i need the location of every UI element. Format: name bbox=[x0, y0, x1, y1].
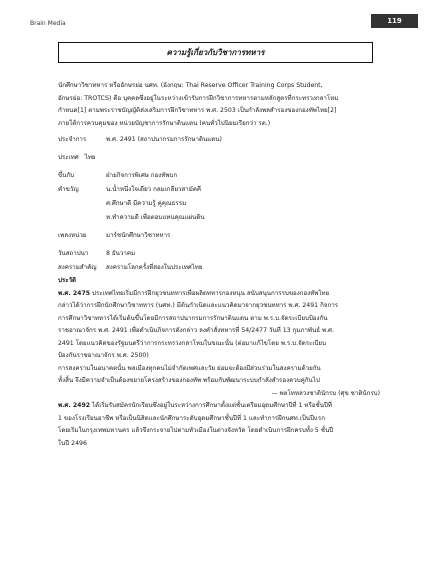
history-line: ประเทศไทยเริ่มมีการฝึกยุวชนทหารเพื่อผลิตทหารกองหนุน สนับสนุนการรบของกองทัพไทย bbox=[90, 289, 330, 297]
info-label: ประจำการ bbox=[58, 135, 87, 143]
history-line: โดยเริ่มในกรุงเทพมหานคร แล้วจึงกระจายไปตามหัวเมืองในต่างจังหวัด โดยดำเนินการฝึกครบทั้ง 5 ชั้นปี bbox=[58, 427, 334, 434]
history-line: กล่าวได้ว่าการฝึกนักศึกษาวิชาทหาร (นศท.) มีต้นกำเนิดและแนวคิดมาจากยุวชนทหาร พ.ศ. 2491 กิจการ bbox=[58, 302, 339, 309]
motto-line: ท.ทำความดี เพื่อตอบแทนคุณแผ่นดิน bbox=[106, 213, 205, 221]
intro-line: ภายใต้การควบคุมของ หน่วยบัญชาการรักษาดินแดน (คนทั่วไปนิยมเรียกว่า รด.) bbox=[58, 119, 271, 127]
info-branch bbox=[58, 169, 380, 183]
intro-line: กำหนด[1] ตามพระราชบัญญัติส่งเสริมการฝึกวิชาทหาร พ.ศ. 2503 เป็นกำลังพลสำรองของกองทัพไทย[2] bbox=[58, 107, 337, 114]
quote-attribution: — พลโทหลวงชาตินักรบ (ศุข ชาตินักรบ) bbox=[271, 389, 380, 397]
history-heading: ประวัติ bbox=[58, 277, 77, 284]
history-line: ได้เริ่มรับสมัครนักเรียนซึ่งอยู่ในระหว่างการศึกษาตั้งแต่ชั้นเตรียมอุดมศึกษาปีที่ 1 หรือชั้นปีที่ bbox=[90, 402, 332, 409]
info-motto bbox=[58, 183, 380, 197]
info-march bbox=[58, 229, 380, 243]
info-label: ขึ้นกับ bbox=[58, 171, 75, 179]
history-line: การศึกษาวิชาทหารได้เริ่มต้นขึ้นโดยมีการสถาปนากรมการรักษาดินแดน ตาม พ.ร.บ.จัดระเบียบป้องกัน bbox=[58, 314, 328, 322]
info-founded bbox=[58, 133, 380, 147]
info-country bbox=[58, 151, 380, 165]
info-battles bbox=[58, 261, 380, 275]
info-label: วันสถาปนา bbox=[58, 249, 89, 257]
history-line: ในปี 2496 bbox=[58, 439, 87, 447]
info-label: สงครามสำคัญ bbox=[58, 263, 97, 271]
history-line: 2491 โดยแนวคิดของรัฐมนตรีว่าการกระทรวงกลาโหมในขณะนั้น (ต่อมาแก้ไขโดย พ.ร.บ.จัดระเบียบ bbox=[58, 339, 326, 347]
year-label: พ.ศ. 2475 bbox=[58, 289, 91, 297]
info-value: มาร์ชนักศึกษาวิชาทหาร bbox=[106, 231, 171, 239]
history-paragraph-1 bbox=[58, 288, 380, 363]
history-line: ทั้งสิ้น จึงมีความจำเป็นต้องขยายโครงสร้างของกองทัพ พร้อมกับพัฒนาระบบกำลังสำรองควบคู่กันไป bbox=[58, 377, 320, 384]
motto-line: ศ.ศึกษาดี มีความรู้ คู่คุณธรรม bbox=[106, 199, 187, 207]
info-value: 8 ธันวาคม bbox=[106, 249, 136, 257]
history-line: 1 ของโรงเรียนอาชีพ หรือเป็นนิสิตและนักศึกษาระดับอุดมศึกษาชั้นปีที่ 1 และทำการฝึกนศท.เป็นปีแรก bbox=[58, 414, 325, 422]
page-title: ความรู้เกี่ยวกับวิชาการทหาร bbox=[58, 42, 373, 63]
history-paragraph-3 bbox=[58, 400, 380, 450]
info-value: ไทย bbox=[84, 153, 96, 161]
history-quote-paragraph bbox=[58, 363, 380, 401]
info-label: ประเทศ bbox=[58, 153, 79, 161]
intro-line: นักศึกษาวิชาทหาร หรืออักษรย่อ นศท. (อังกฤษ: Thai Reserve Officer Training Corps Student, bbox=[58, 82, 323, 89]
history-line: ราชอาณาจักร พ.ศ. 2491 เพื่อดำเนินกิจการดังกล่าว ลงคำสั่งทหารที่ 54/2477 วันที่ 13 กุมภาพันธ์ พ.ศ. bbox=[58, 327, 334, 334]
intro-paragraph bbox=[58, 80, 380, 130]
page-number: 119 bbox=[371, 14, 418, 28]
motto-line: น.น้ำหนึ่งใจเดียว กลมเกลียวสามัคคี bbox=[106, 185, 202, 193]
page-header bbox=[30, 14, 418, 28]
intro-line: อักษรย่อ: TROTCS) คือ บุคคลซึ่งอยู่ในระหว่างเข้ารับการฝึกวิชาการทหารตามหลักสูตรที่กระทรวงกลาโหม bbox=[58, 94, 339, 102]
info-value: พ.ศ. 2491 (สถาปนากรมการรักษาดินแดน) bbox=[106, 135, 222, 143]
year-label: พ.ศ. 2492 bbox=[58, 402, 91, 409]
info-anniversary bbox=[58, 247, 380, 261]
history-line: การสงครามในอนาคตนั้น พลเมืองทุกคนไม่จำกัดเพศและวัย ย่อมจะต้องมีส่วนร่วมในสงครามด้วยกัน bbox=[58, 364, 321, 372]
history-line: ป้องกันราชอาณาจักร พ.ศ. 2500) bbox=[58, 352, 149, 359]
info-value: ฝ่ายกิจการพิเศษ กองทัพบก bbox=[106, 171, 178, 179]
info-label: เพลงหน่วย bbox=[58, 231, 87, 239]
document-body bbox=[58, 80, 380, 450]
info-value: สงครามโลกครั้งที่สองในประเทศไทย bbox=[106, 263, 203, 271]
info-label: คำขวัญ bbox=[58, 185, 79, 193]
brand-label: Brain Media bbox=[30, 20, 66, 27]
